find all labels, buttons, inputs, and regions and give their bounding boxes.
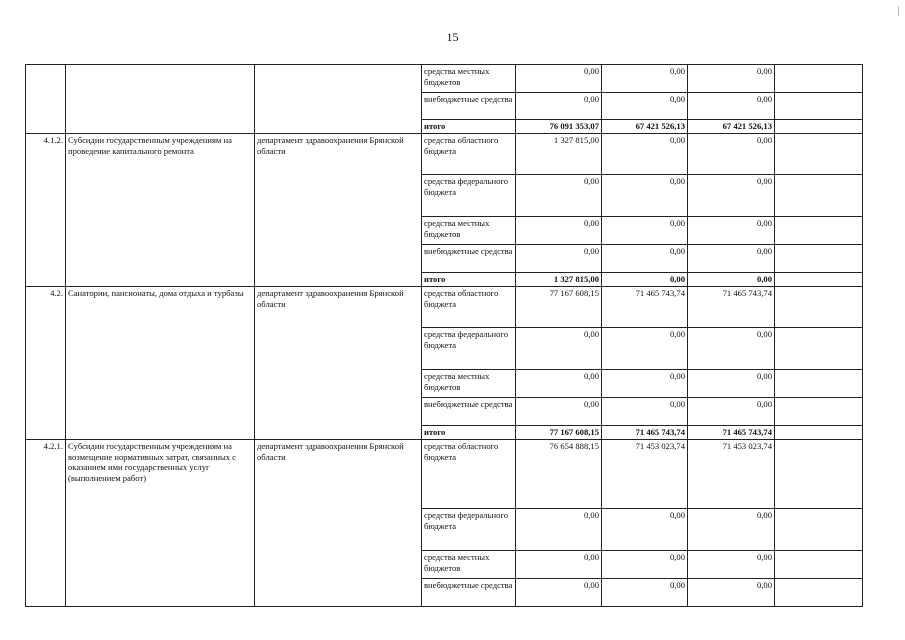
item-code: 4.2.1. [26, 440, 66, 607]
amount-year-3: 71 453 023,74 [688, 440, 775, 509]
amount-year-2: 0,00 [602, 398, 688, 426]
empty-cell [775, 93, 863, 120]
amount-year-2: 0,00 [602, 551, 688, 579]
amount-year-3: 0,00 [688, 134, 775, 175]
amount-year-1: 76 091 353,07 [516, 120, 602, 134]
amount-year-1: 1 327 815,00 [516, 134, 602, 175]
amount-year-1: 0,00 [516, 370, 602, 398]
empty-cell [775, 370, 863, 398]
amount-year-1: 76 654 888,15 [516, 440, 602, 509]
amount-year-1: 0,00 [516, 398, 602, 426]
funding-source: средства федерального бюджета [422, 509, 516, 551]
funding-source: внебюджетные средства [422, 579, 516, 607]
amount-year-3: 71 465 743,74 [688, 287, 775, 328]
funding-source: средства местных бюджетов [422, 370, 516, 398]
amount-year-2: 71 453 023,74 [602, 440, 688, 509]
amount-year-2: 0,00 [602, 65, 688, 93]
funding-source: внебюджетные средства [422, 245, 516, 273]
amount-year-1: 0,00 [516, 245, 602, 273]
funding-source: средства местных бюджетов [422, 217, 516, 245]
amount-year-3: 67 421 526,13 [688, 120, 775, 134]
amount-year-2: 67 421 526,13 [602, 120, 688, 134]
amount-year-2: 0,00 [602, 579, 688, 607]
funding-source: итого [422, 426, 516, 440]
funding-source: средства областного бюджета [422, 440, 516, 509]
amount-year-2: 71 465 743,74 [602, 426, 688, 440]
amount-year-1: 0,00 [516, 551, 602, 579]
amount-year-3: 0,00 [688, 398, 775, 426]
scan-edge-mark [898, 6, 899, 16]
budget-table-body [26, 65, 863, 607]
amount-year-1: 0,00 [516, 217, 602, 245]
responsible-org: департамент здравоохранения Брянской области [255, 287, 422, 440]
responsible-org: департамент здравоохранения Брянской области [255, 440, 422, 607]
empty-cell [775, 134, 863, 175]
funding-source: средства местных бюджетов [422, 551, 516, 579]
amount-year-1: 0,00 [516, 93, 602, 120]
amount-year-2: 0,00 [602, 370, 688, 398]
amount-year-2: 0,00 [602, 273, 688, 287]
amount-year-3: 0,00 [688, 175, 775, 217]
item-code [26, 65, 66, 134]
funding-source: средства областного бюджета [422, 287, 516, 328]
amount-year-3: 0,00 [688, 65, 775, 93]
amount-year-2: 0,00 [602, 509, 688, 551]
responsible-org [255, 65, 422, 134]
amount-year-1: 0,00 [516, 65, 602, 93]
item-name [66, 65, 255, 134]
amount-year-3: 0,00 [688, 370, 775, 398]
item-code: 4.1.2. [26, 134, 66, 287]
amount-year-2: 0,00 [602, 134, 688, 175]
empty-cell [775, 287, 863, 328]
empty-cell [775, 217, 863, 245]
amount-year-1: 1 327 815,00 [516, 273, 602, 287]
item-name: Субсидии государственным учреждениям на проведение капитального ремонта [66, 134, 255, 287]
empty-cell [775, 440, 863, 509]
empty-cell [775, 426, 863, 440]
item-name: Субсидии государственным учреждениям на возмещение нормативных затрат, связанных с оказанием ими государственных услуг (выполнением работ) [66, 440, 255, 607]
page-number: 15 [446, 30, 459, 44]
empty-cell [775, 328, 863, 370]
table-row [26, 134, 863, 175]
amount-year-3: 0,00 [688, 217, 775, 245]
amount-year-2: 0,00 [602, 328, 688, 370]
empty-cell [775, 245, 863, 273]
table-row [26, 65, 863, 93]
item-name: Санатории, пансионаты, дома отдыха и турбазы [66, 287, 255, 440]
empty-cell [775, 509, 863, 551]
amount-year-2: 0,00 [602, 93, 688, 120]
amount-year-3: 0,00 [688, 509, 775, 551]
responsible-org: департамент здравоохранения Брянской области [255, 134, 422, 287]
empty-cell [775, 398, 863, 426]
funding-source: итого [422, 120, 516, 134]
amount-year-3: 0,00 [688, 579, 775, 607]
empty-cell [775, 273, 863, 287]
amount-year-2: 71 465 743,74 [602, 287, 688, 328]
table-row [26, 287, 863, 328]
item-code: 4.2. [26, 287, 66, 440]
table-row [26, 440, 863, 509]
amount-year-1: 0,00 [516, 509, 602, 551]
funding-source: средства федерального бюджета [422, 328, 516, 370]
funding-source: внебюджетные средства [422, 93, 516, 120]
budget-table [25, 64, 863, 607]
funding-source: внебюджетные средства [422, 398, 516, 426]
amount-year-3: 0,00 [688, 93, 775, 120]
amount-year-2: 0,00 [602, 175, 688, 217]
empty-cell [775, 551, 863, 579]
funding-source: средства областного бюджета [422, 134, 516, 175]
amount-year-1: 0,00 [516, 328, 602, 370]
amount-year-2: 0,00 [602, 245, 688, 273]
amount-year-1: 77 167 608,15 [516, 287, 602, 328]
empty-cell [775, 175, 863, 217]
amount-year-3: 0,00 [688, 328, 775, 370]
amount-year-1: 77 167 608,15 [516, 426, 602, 440]
amount-year-3: 0,00 [688, 245, 775, 273]
amount-year-1: 0,00 [516, 579, 602, 607]
funding-source: средства местных бюджетов [422, 65, 516, 93]
funding-source: итого [422, 273, 516, 287]
empty-cell [775, 65, 863, 93]
empty-cell [775, 579, 863, 607]
amount-year-1: 0,00 [516, 175, 602, 217]
funding-source: средства федерального бюджета [422, 175, 516, 217]
empty-cell [775, 120, 863, 134]
amount-year-3: 0,00 [688, 273, 775, 287]
amount-year-3: 71 465 743,74 [688, 426, 775, 440]
amount-year-3: 0,00 [688, 551, 775, 579]
amount-year-2: 0,00 [602, 217, 688, 245]
